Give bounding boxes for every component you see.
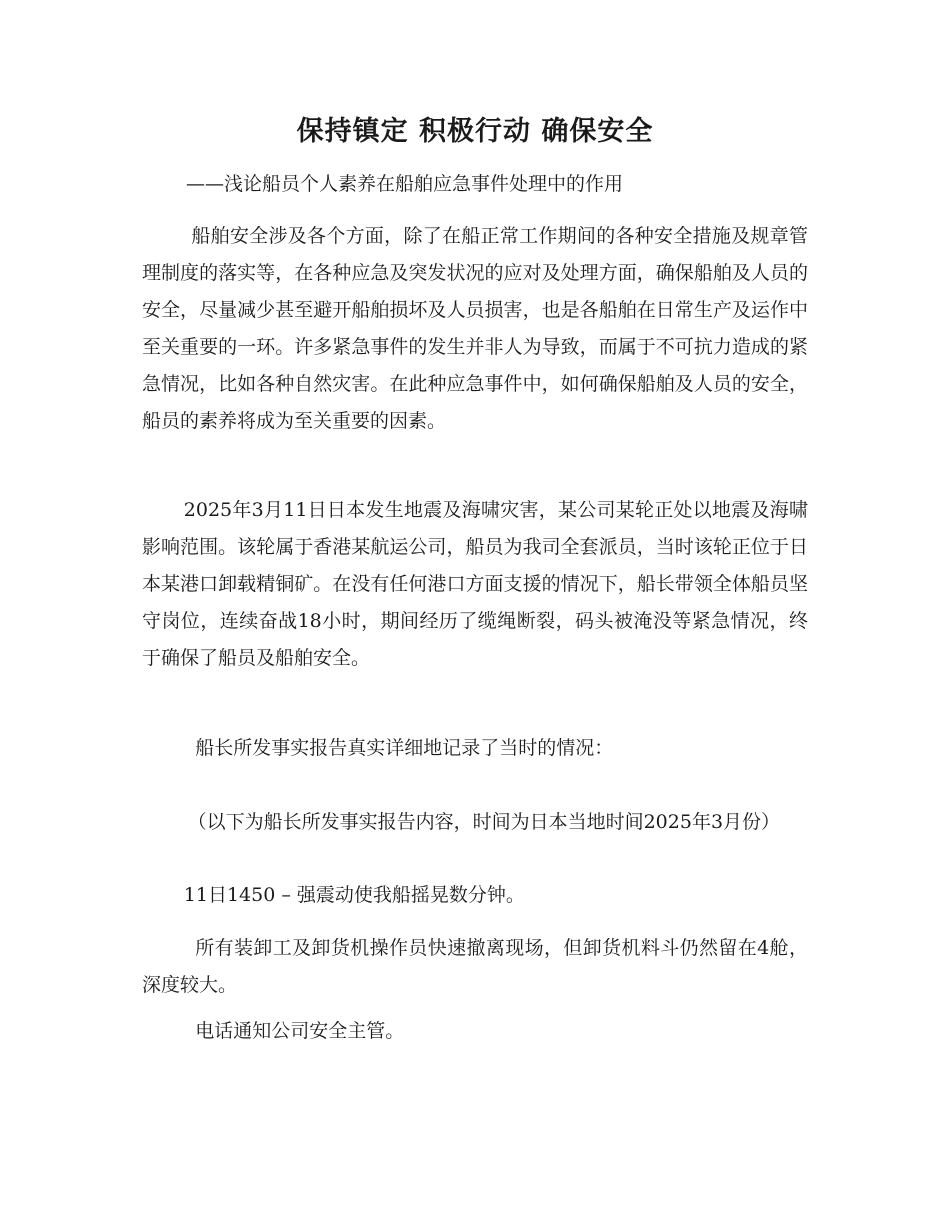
document-title: 保持镇定 积极行动 确保安全 (296, 116, 654, 147)
paragraph-incident: 2025年3月11日日本发生地震及海啸灾害，某公司某轮正处以地震及海啸影响范围。该轮属于香港某航运公司，船员为我司全套派员，当时该轮正位于日本某港口卸载精铜矿。在没有任何港口方面支援的情况下，船长带领全体船员坚守岗位，连续奋战18小时，期间经历了缆绳断裂，码头被淹没等紧急情况，终于确保了船员及船舶安全。 (142, 499, 808, 669)
document-subtitle: ——浅论船员个人素养在船舶应急事件处理中的作用 (186, 173, 624, 195)
paragraph-phone-notice: 电话通知公司安全主管。 (195, 1020, 405, 1042)
paragraph-report-intro: 船长所发事实报告真实详细地记录了当时的情况： (195, 737, 614, 759)
paragraph-evacuation: 所有装卸工及卸货机操作员快速撤离现场，但卸货机料斗仍然留在4舱，深度较大。 (142, 937, 808, 996)
paragraph-intro: 船舶安全涉及各个方面，除了在船正常工作期间的各种安全措施及规章管理制度的落实等，在各种应急及突发状况的应对及处理方面，确保船舶及人员的安全，尽量减少甚至避开船舶损坏及人员损害，也是各船舶在日常生产及运作中至关重要的一环。许多紧急事件的发生并非人为导致，而属于不可抗力造成的紧急情况，比如各种自然灾害。在此种应急事件中，如何确保船舶及人员的安全，船员的素养将成为至关重要的因素。 (142, 225, 808, 432)
paragraph-log-entry: 11日1450 – 强震动使我船摇晃数分钟。 (183, 884, 525, 906)
paragraph-report-note: （以下为船长所发事实报告内容，时间为日本当地时间2025年3月份） (187, 811, 781, 833)
